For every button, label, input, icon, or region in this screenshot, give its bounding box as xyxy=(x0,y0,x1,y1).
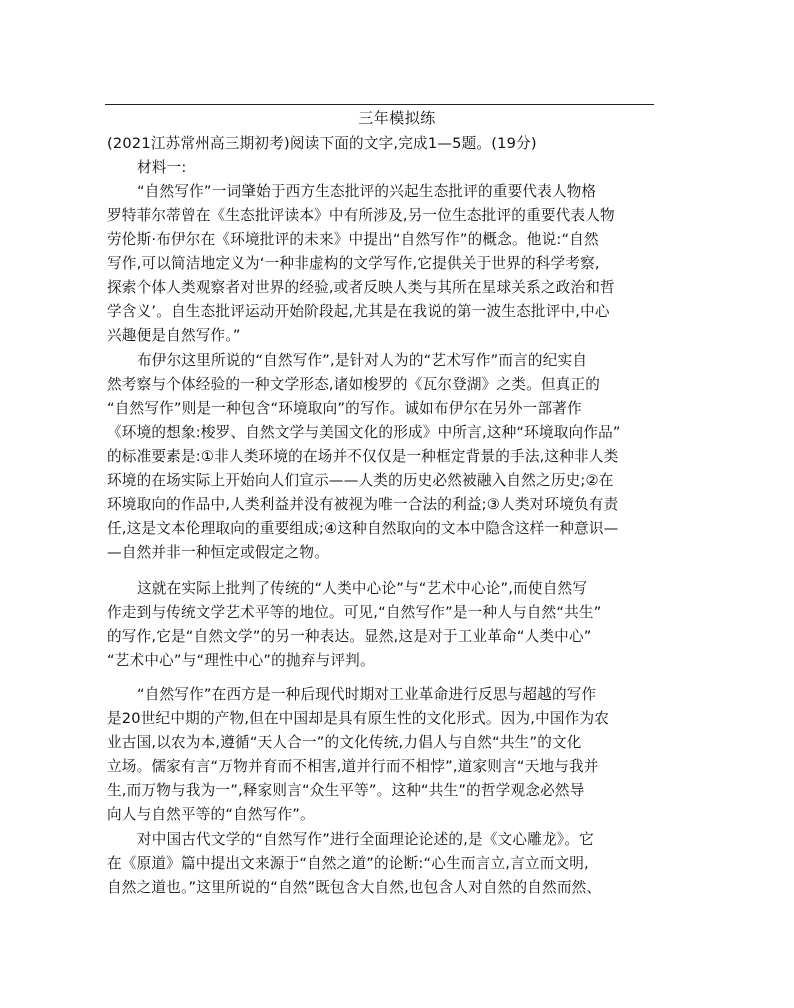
text-line: “艺术中心”与“理性中心”的抛弃与评判。 xyxy=(107,652,375,669)
text-line: 生,而万物与我为一”,释家则言“众生平等”。这种“共生”的哲学观念必然导 xyxy=(107,782,585,799)
text-line: 向人与自然平等的“自然写作”。 xyxy=(107,806,315,823)
text-line: 罗特菲尔蒂曾在《生态批评读本》中有所涉及,另一位生态批评的重要代表人物 xyxy=(107,207,615,224)
text-line: “自然写作”一词肇始于西方生态批评的兴起生态批评的重要代表人物格 xyxy=(137,183,597,200)
text-line: 学含义’。自生态批评运动开始阶段起,尤其是在我说的第一波生态批评中,中心 xyxy=(107,303,610,320)
text-line: 作走到与传统文学艺术平等的地位。可见,“自然写作”是一种人与自然“共生” xyxy=(107,604,602,621)
text-line: “自然写作”在西方是一种后现代时期对工业革命进行反思与超越的写作 xyxy=(137,686,597,703)
text-line: 的标准要素是:①非人类环境的在场并不仅仅是一种框定背景的手法,这种非人类 xyxy=(107,448,619,465)
text-line: 探索个体人类观察者对世界的经验,或者反映人类与其所在星球关系之政治和哲 xyxy=(107,279,615,296)
material-label: 材料一: xyxy=(137,159,187,176)
text-line: 劳伦斯·布伊尔在《环境批评的未来》中提出“自然写作”的概念。他说:“自然 xyxy=(107,231,599,248)
text-line: —自然并非一种恒定或假定之物。 xyxy=(107,544,329,561)
text-line: “自然写作”则是一种包含“环境取向”的写作。诚如布伊尔在另外一部著作 xyxy=(107,400,582,417)
text-line: 然考察与个体经验的一种文学形态,诸如梭罗的《瓦尔登湖》之类。但真正的 xyxy=(107,376,601,393)
text-line: 任,这是文本伦理取向的重要组成;④这种自然取向的文本中隐含这样一种意识— xyxy=(107,520,619,537)
text-line: 环境取向的作品中,人类利益并没有被视为唯一合法的利益;③人类对环境负有责 xyxy=(107,496,619,513)
text-line: 布伊尔这里所说的“自然写作”,是针对人为的“艺术写作”而言的纪实自 xyxy=(137,352,588,369)
text-line: 环境的在场实际上开始向人们宣示——人类的历史必然被融入自然之历史;②在 xyxy=(107,472,614,489)
text-line: 这就在实际上批判了传统的“人类中心论”与“艺术中心论”,而使自然写 xyxy=(137,580,588,597)
top-rule-divider xyxy=(105,104,654,105)
page-title: 三年模拟练 xyxy=(358,109,436,127)
text-line: 《环境的想象:梭罗、自然文学与美国文化的形成》中所言,这种“环境取向作品” xyxy=(107,424,621,441)
source-line: (2021江苏常州高三期初考)阅读下面的文字,完成1—5题。(19分) xyxy=(107,135,537,152)
text-line: 写作,可以简洁地定义为‘一种非虚构的文学写作,它提供关于世界的科学考察, xyxy=(107,255,600,272)
text-line: 在《原道》篇中提出文来源于“自然之道”的论断:“心生而言立,言立而文明, xyxy=(107,855,589,872)
text-line: 的写作,它是“自然文学”的另一种表达。显然,这是对于工业革命“人类中心” xyxy=(107,628,592,645)
text-line: 立场。儒家有言“万物并育而不相害,道并行而不相悖”,道家则言“天地与我并 xyxy=(107,758,599,775)
text-line: 业古国,以农为本,遵循“天人合一”的文化传统,力倡人与自然“共生”的文化 xyxy=(107,734,582,751)
text-line: 对中国古代文学的“自然写作”进行全面理论论述的,是《文心雕龙》。它 xyxy=(137,831,594,848)
text-line: 自然之道也。”这里所说的“自然”既包含大自然,也包含人对自然的自然而然、 xyxy=(107,879,602,896)
text-line: 兴趣便是自然写作。” xyxy=(107,327,241,344)
text-line: 是20世纪中期的产物,但在中国却是具有原生性的文化形式。因为,中国作为农 xyxy=(107,710,610,727)
